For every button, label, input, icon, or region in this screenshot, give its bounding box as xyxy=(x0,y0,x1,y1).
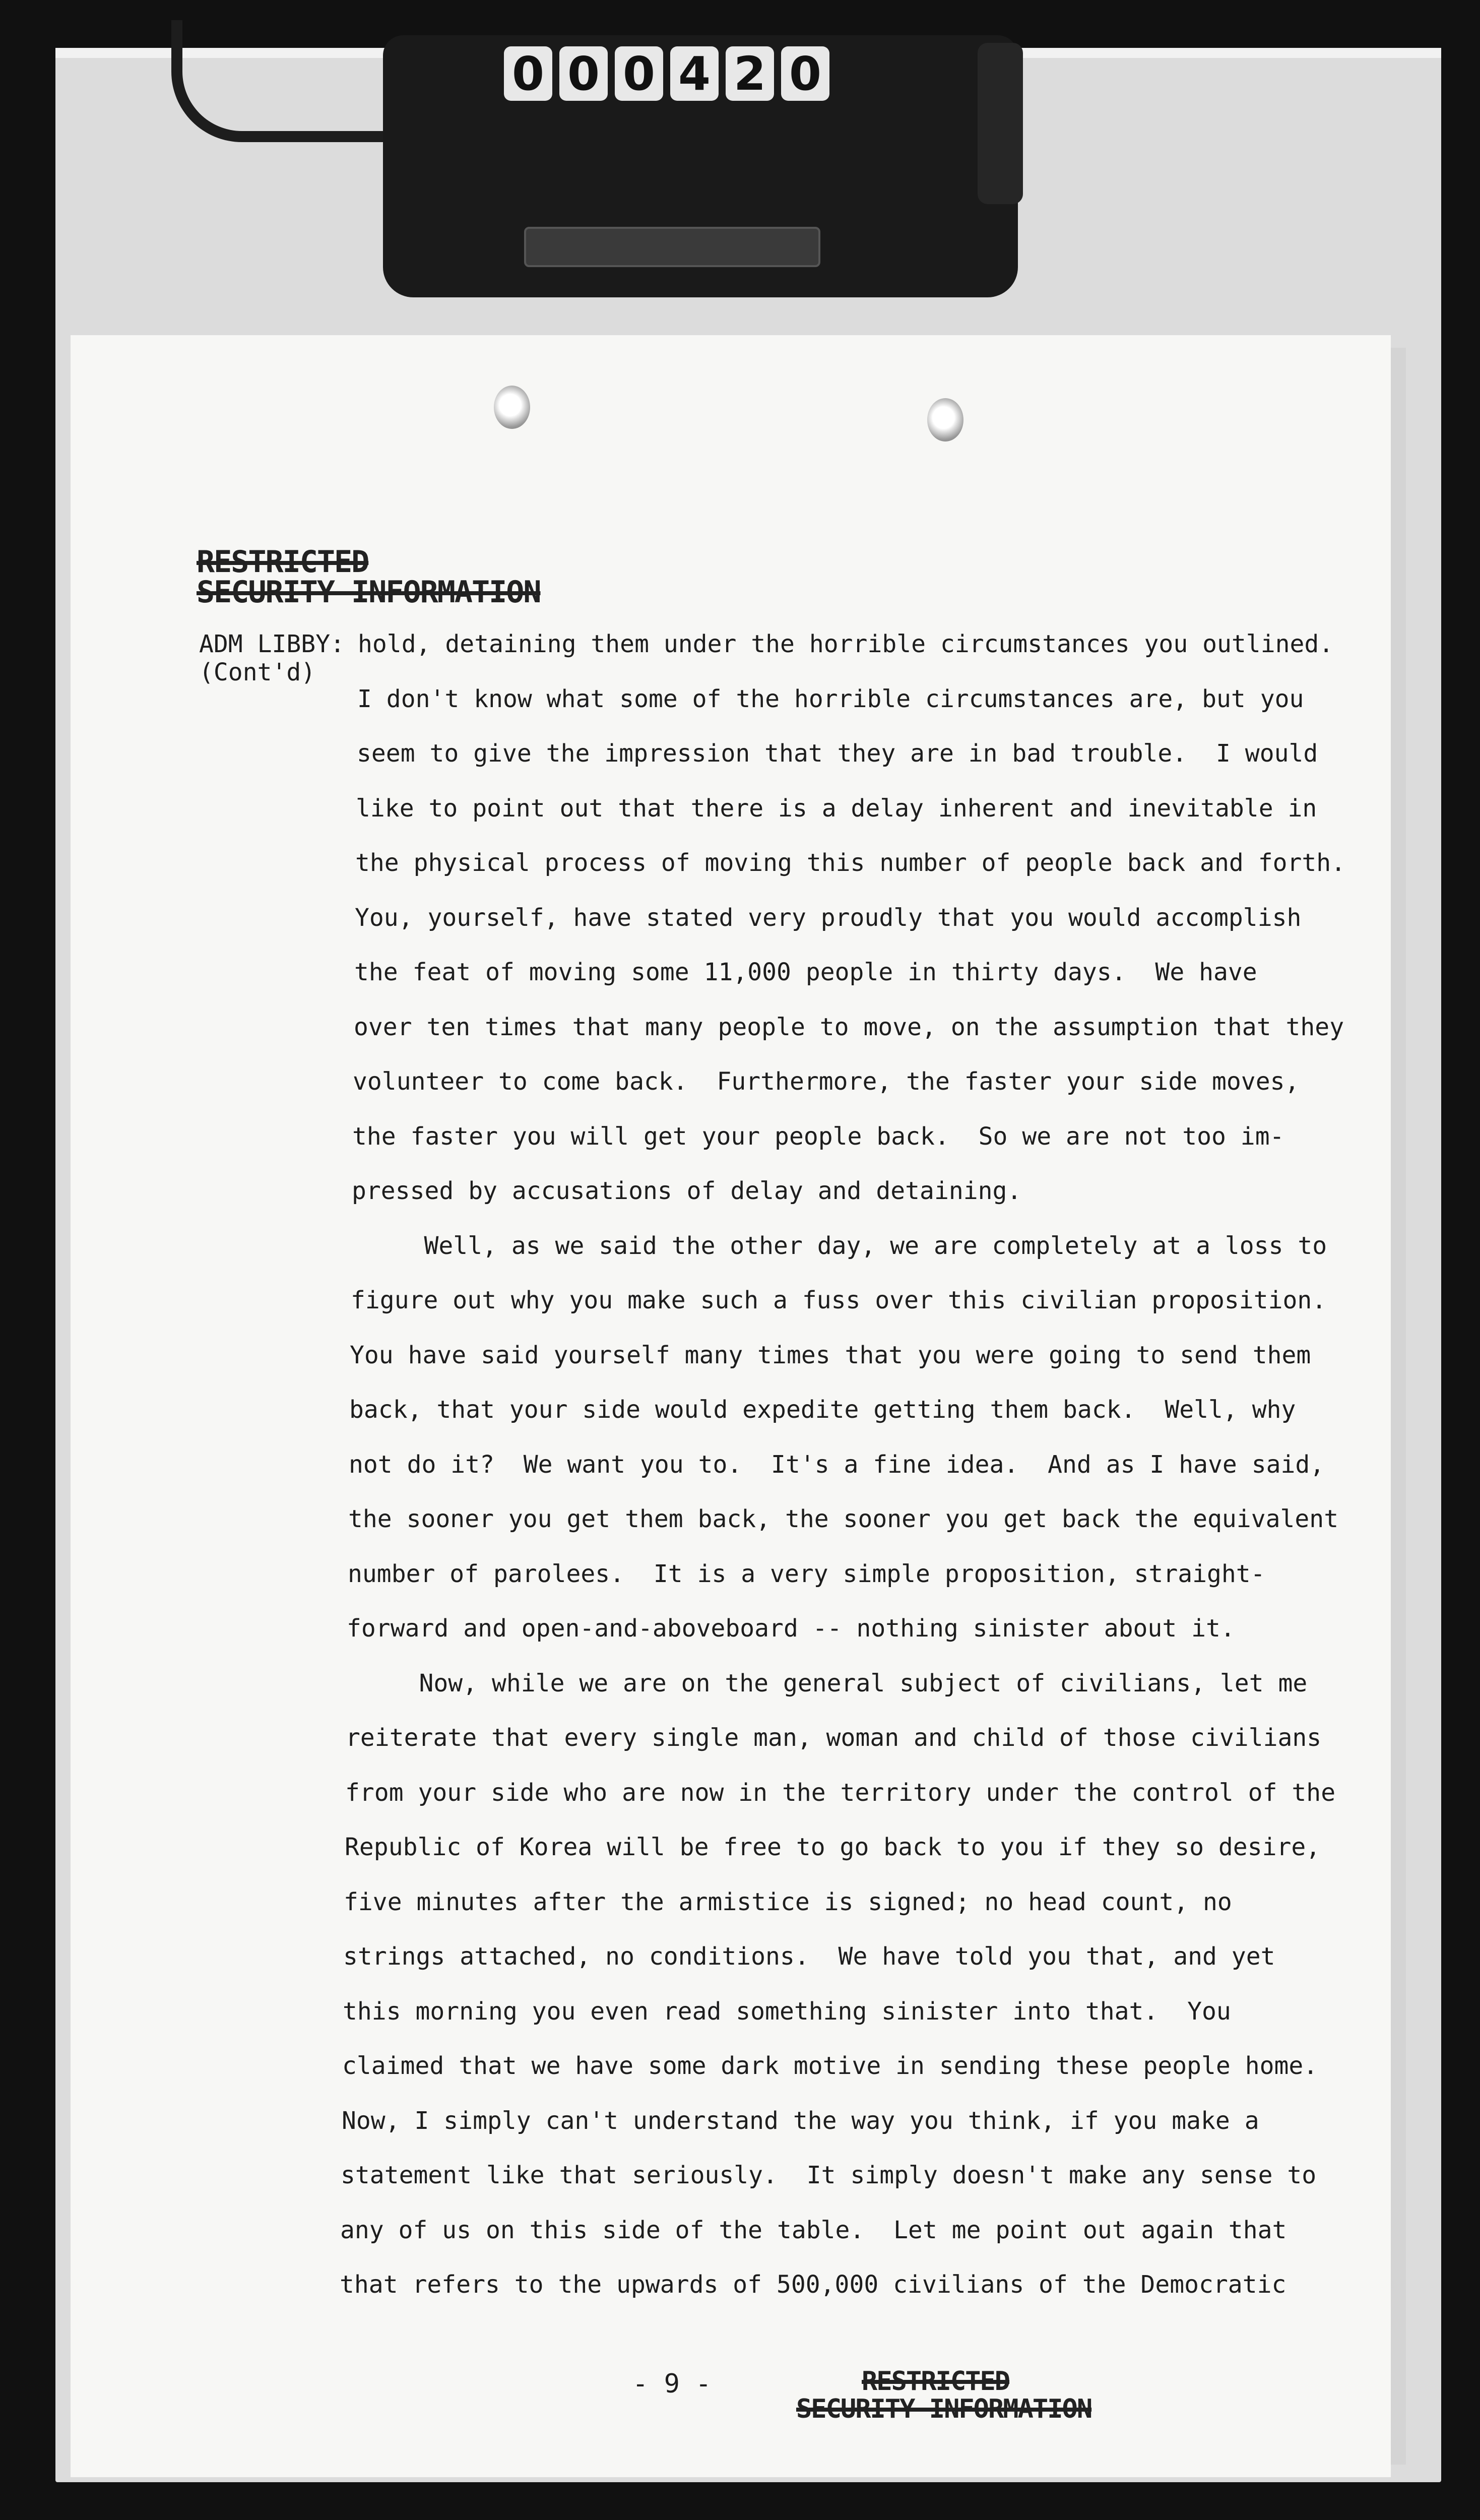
frame-counter xyxy=(504,46,829,101)
speaker-label xyxy=(199,630,345,686)
transcript-line: that refers to the upwards of 500,000 civilians of the Democratic xyxy=(340,2271,1286,2299)
counter-knob xyxy=(978,43,1023,204)
transcript-line: forward and open-and-aboveboard -- nothing sinister about it. xyxy=(347,1614,1235,1643)
transcript-line: the physical process of moving this number of people back and forth. xyxy=(355,849,1346,877)
counter-digit: 0 xyxy=(559,46,608,101)
transcript-line: not do it? We want you to. It's a fine idea. And as I have said, xyxy=(349,1450,1325,1479)
security-mark-header: SECURITY INFORMATION xyxy=(197,575,541,610)
transcript-line: reiterate that every single man, woman and child of those civilians xyxy=(346,1724,1322,1752)
transcript-line: number of parolees. It is a very simple proposition, straight- xyxy=(348,1559,1265,1588)
transcript-line: pressed by accusations of delay and detaining. xyxy=(352,1177,1022,1205)
counter-nameplate xyxy=(524,227,820,267)
transcript-line: I don't know what some of the horrible circumstances are, but you xyxy=(357,684,1304,713)
transcript-line: volunteer to come back. Furthermore, the faster your side moves, xyxy=(353,1067,1300,1096)
transcript-line: seem to give the impression that they are in bad trouble. I would xyxy=(357,739,1318,768)
restricted-mark-header: RESTRICTED xyxy=(197,544,369,580)
counter-digit: 0 xyxy=(615,46,663,101)
transcript-body xyxy=(340,630,1366,2520)
transcript-line: Well, as we said the other day, we are completely at a loss to xyxy=(351,1231,1327,1260)
counter-cable xyxy=(171,20,414,142)
transcript-line: over ten times that many people to move, on the assumption that they xyxy=(354,1013,1344,1041)
transcript-line: hold, detaining them under the horrible circumstances you outlined. xyxy=(358,630,1334,658)
transcript-line: You have said yourself many times that you were going to send them xyxy=(350,1341,1311,1369)
punch-hole xyxy=(927,398,963,442)
counter-digit: 4 xyxy=(670,46,719,101)
transcript-line: like to point out that there is a delay inherent and inevitable in xyxy=(356,794,1317,823)
speaker-continued: (Cont'd) xyxy=(199,658,316,686)
punch-hole xyxy=(494,386,530,429)
counter-digit: 2 xyxy=(726,46,774,101)
transcript-line: statement like that seriously. It simply doesn't make any sense to xyxy=(341,2161,1317,2189)
transcript-line: strings attached, no conditions. We have told you that, and yet xyxy=(343,1942,1275,1971)
restricted-mark-footer: RESTRICTED xyxy=(862,2366,1010,2397)
transcript-line: You, yourself, have stated very proudly that you would accomplish xyxy=(355,903,1302,932)
transcript-line: any of us on this side of the table. Let me point out again that xyxy=(340,2216,1287,2244)
transcript-line: the feat of moving some 11,000 people in thirty days. We have xyxy=(354,958,1257,986)
speaker-name: ADM LIBBY: xyxy=(199,630,345,658)
transcript-line: Now, I simply can't understand the way you think, if you make a xyxy=(342,2106,1259,2135)
transcript-line: the sooner you get them back, the sooner you get back the equivalent xyxy=(348,1505,1339,1533)
transcript-line: Now, while we are on the general subject of civilians, let me xyxy=(346,1669,1308,1697)
transcript-line: the faster you will get your people back. So we are not too im- xyxy=(352,1122,1284,1151)
transcript-line: claimed that we have some dark motive in sending these people home. xyxy=(342,2052,1318,2080)
security-mark-footer: SECURITY INFORMATION xyxy=(796,2394,1092,2424)
counter-digit: 0 xyxy=(504,46,552,101)
transcript-line: figure out why you make such a fuss over this civilian proposition. xyxy=(351,1286,1327,1314)
paper-edge xyxy=(1391,348,1406,2465)
transcript-line: this morning you even read something sinister into that. You xyxy=(343,1997,1231,2026)
transcript-line: back, that your side would expedite getting them back. Well, why xyxy=(349,1396,1296,1424)
transcript-line: five minutes after the armistice is signed; no head count, no xyxy=(344,1887,1232,1916)
transcript-line: from your side who are now in the territory under the control of the xyxy=(345,1778,1336,1807)
counter-digit: 0 xyxy=(781,46,829,101)
page-number: - 9 - xyxy=(632,2369,712,2399)
document-page xyxy=(71,335,1391,2477)
transcript-line: Republic of Korea will be free to go back to you if they so desire, xyxy=(345,1833,1321,1861)
